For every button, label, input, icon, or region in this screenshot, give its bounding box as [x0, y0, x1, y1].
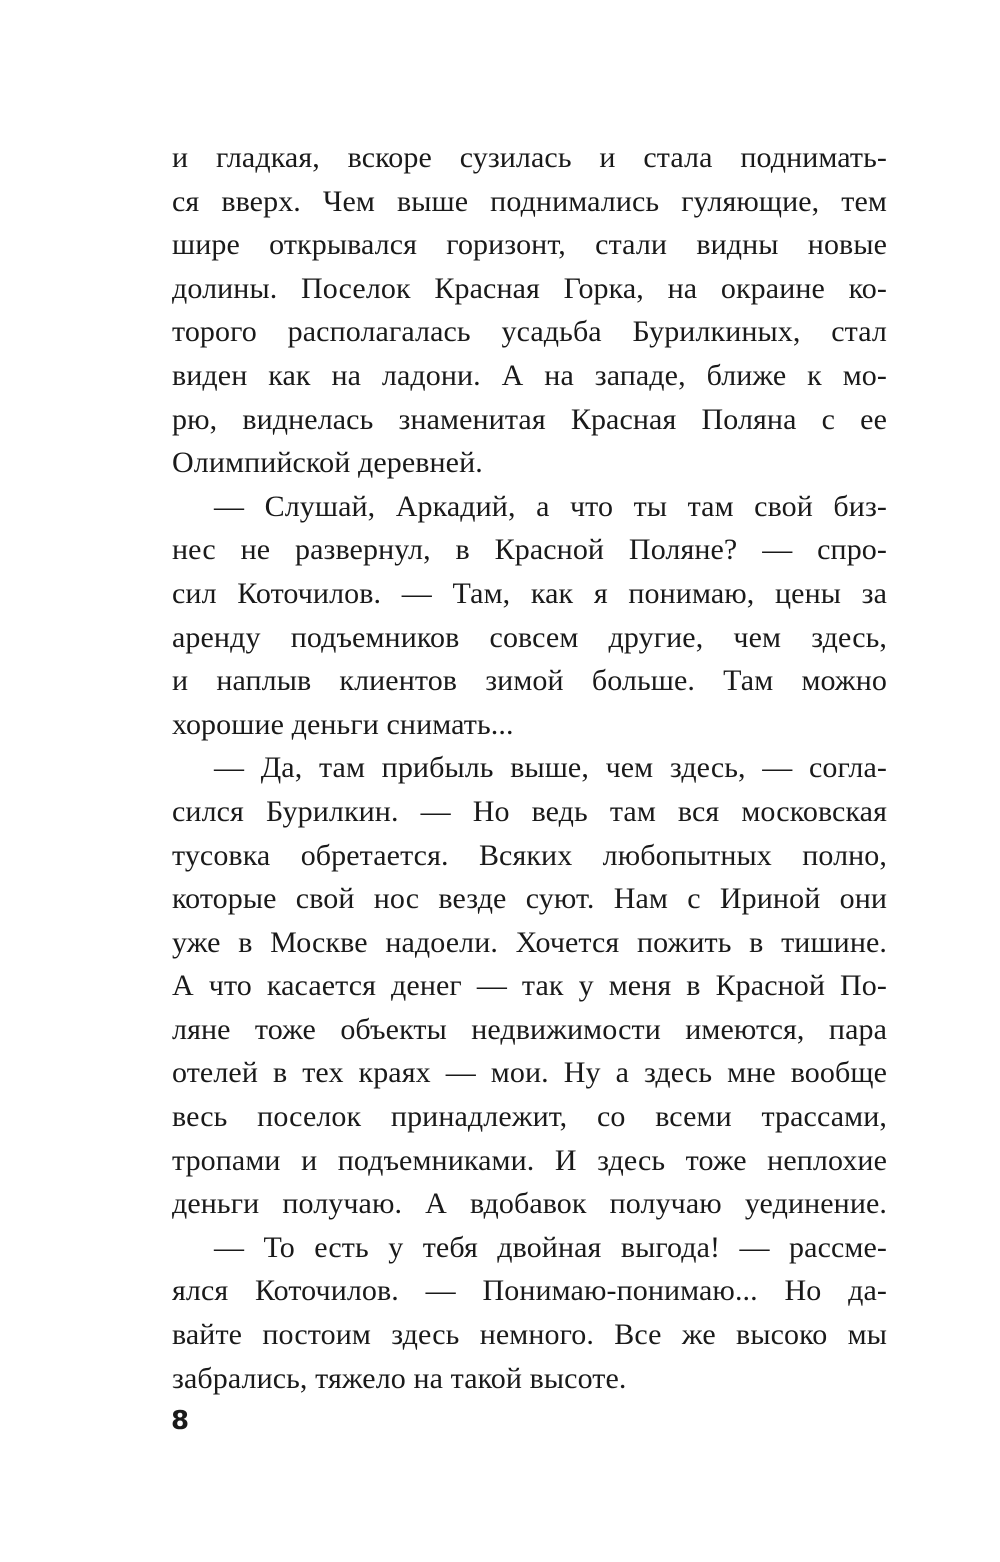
- text-line: отелей в тех краях — мои. Ну а здесь мне вообще: [172, 1056, 887, 1090]
- page-number: 8: [171, 1406, 190, 1436]
- text-line: ялся Коточилов. — Понимаю-понимаю... Но да-: [172, 1274, 887, 1308]
- text-line: аренду подъемников совсем другие, чем здесь,: [172, 620, 887, 654]
- text-line: — Слушай, Аркадий, а что ты там свой биз-: [214, 489, 887, 523]
- text-line: сился Бурилкин. — Но ведь там вся московская: [172, 794, 887, 828]
- text-line: виден как на ладони. А на западе, ближе к мо-: [172, 358, 887, 392]
- text-line: забрались, тяжело на такой высоте.: [172, 1361, 627, 1395]
- body-text: [172, 136, 887, 1400]
- text-line: торого располагалась усадьба Бурилкиных, стал: [172, 315, 887, 349]
- text-line: вайте постоим здесь немного. Все же высоко мы: [172, 1318, 887, 1352]
- text-line: шире открывался горизонт, стали видны новые: [172, 228, 887, 262]
- text-line: — Да, там прибыль выше, чем здесь, — согла-: [214, 751, 887, 785]
- text-line: нес не развернул, в Красной Поляне? — спро-: [172, 533, 887, 567]
- text-line: которые свой нос везде суют. Нам с Ириной они: [172, 882, 887, 916]
- text-line: — То есть у тебя двойная выгода! — рассме-: [214, 1230, 887, 1264]
- text-line: тусовка обретается. Всяких любопытных полно,: [172, 838, 887, 872]
- text-line: весь поселок принадлежит, со всеми трассами,: [172, 1100, 887, 1134]
- text-line: рю, виднелась знаменитая Красная Поляна с ее: [172, 402, 887, 436]
- text-line: и гладкая, вскоре сузилась и стала поднимать-: [172, 141, 887, 174]
- text-line: долины. Поселок Красная Горка, на окраине ко-: [172, 271, 887, 305]
- text-line: А что касается денег — так у меня в Красной По-: [172, 969, 887, 1003]
- text-line: хорошие деньги снимать...: [172, 707, 514, 741]
- text-line: сил Коточилов. — Там, как я понимаю, цены за: [172, 576, 887, 610]
- text-line: тропами и подъемниками. И здесь тоже неплохие: [172, 1143, 887, 1177]
- text-line: Олимпийской деревней.: [172, 446, 483, 480]
- text-line: уже в Москве надоели. Хочется пожить в тишине.: [172, 925, 887, 959]
- text-line: и наплыв клиентов зимой больше. Там можно: [172, 664, 887, 698]
- text-line: деньги получаю. А вдобавок получаю уединение.: [172, 1187, 887, 1221]
- text-line: ляне тоже объекты недвижимости имеются, пара: [172, 1012, 887, 1046]
- text-line: ся вверх. Чем выше поднимались гуляющие, тем: [172, 184, 887, 218]
